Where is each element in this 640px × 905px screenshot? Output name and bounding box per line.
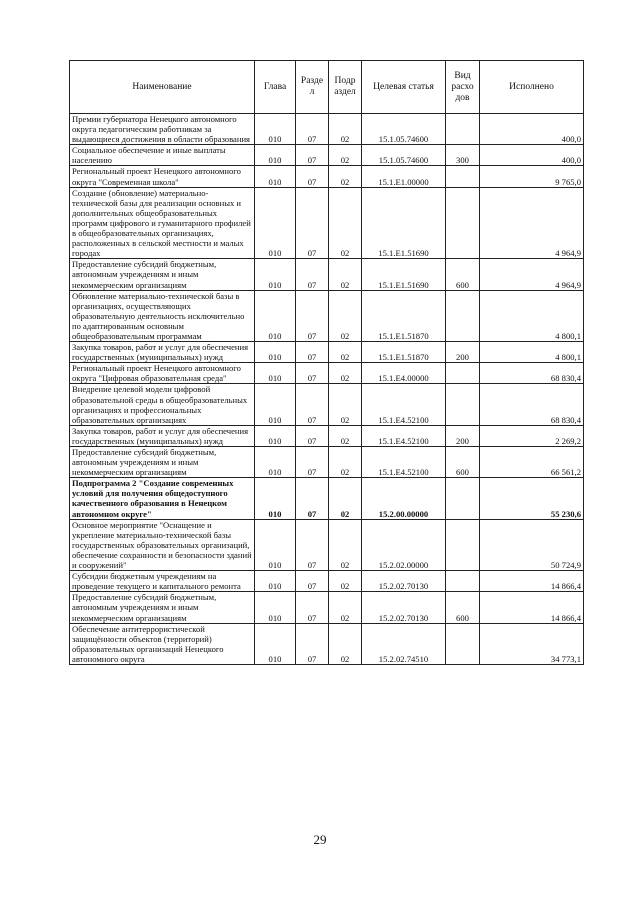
cell-target: 15.2.02.70130: [362, 592, 446, 623]
cell-vid: 600: [446, 592, 480, 623]
cell-done: 400,0: [480, 114, 584, 145]
cell-name: Субсидии бюджетным учреждениям на проведение текущего и капитального ремонта: [70, 571, 255, 592]
cell-glava: 010: [255, 425, 296, 446]
cell-target: 15.1.E4.00000: [362, 363, 446, 384]
header-name: Наименование: [70, 61, 255, 114]
table-row: [70, 290, 584, 341]
cell-razdel: 07: [296, 571, 329, 592]
header-razdel: Разде л: [296, 61, 329, 114]
cell-razdel: 07: [296, 259, 329, 290]
cell-target: 15.1.E4.52100: [362, 384, 446, 425]
cell-razdel: 07: [296, 290, 329, 341]
cell-target: 15.1.E1.51870: [362, 290, 446, 341]
cell-glava: 010: [255, 145, 296, 166]
cell-vid: [446, 166, 480, 187]
cell-glava: 010: [255, 166, 296, 187]
cell-podrazdel: 02: [329, 478, 362, 519]
cell-done: 68 830,4: [480, 384, 584, 425]
cell-razdel: 07: [296, 384, 329, 425]
cell-done: 4 964,9: [480, 187, 584, 259]
cell-vid: 600: [446, 447, 480, 478]
header-target: Целевая статья: [362, 61, 446, 114]
cell-done: 34 773,1: [480, 623, 584, 664]
cell-vid: [446, 571, 480, 592]
cell-done: 400,0: [480, 145, 584, 166]
cell-glava: 010: [255, 478, 296, 519]
cell-name: Социальное обеспечение и иные выплаты населению: [70, 145, 255, 166]
table-row: [70, 145, 584, 166]
page-number: 29: [313, 832, 327, 847]
cell-podrazdel: 02: [329, 571, 362, 592]
cell-vid: 200: [446, 342, 480, 363]
cell-glava: 010: [255, 447, 296, 478]
header-done: Исполнено: [480, 61, 584, 114]
cell-name: Закупка товаров, работ и услуг для обеспечения государственных (муниципальных) нужд: [70, 342, 255, 363]
header-vid: Вид расхо дов: [446, 61, 480, 114]
cell-target: 15.1.E1.51690: [362, 259, 446, 290]
cell-glava: 010: [255, 259, 296, 290]
cell-vid: [446, 363, 480, 384]
cell-vid: [446, 187, 480, 259]
table-row: [70, 623, 584, 664]
cell-target: 15.2.02.00000: [362, 519, 446, 570]
cell-glava: 010: [255, 571, 296, 592]
cell-razdel: 07: [296, 145, 329, 166]
cell-vid: 600: [446, 259, 480, 290]
cell-glava: 010: [255, 623, 296, 664]
cell-vid: [446, 290, 480, 341]
cell-name: Обеспечение антитеррористической защищённости объектов (территорий) образовательных организаций Ненецкого автономного округа: [70, 623, 255, 664]
cell-name: Подпрограмма 2 "Создание современных условий для получения общедоступного качественного образования в Ненецком автономном округе": [70, 478, 255, 519]
cell-name: Региональный проект Ненецкого автономного округа "Современная школа": [70, 166, 255, 187]
cell-razdel: 07: [296, 187, 329, 259]
cell-target: 15.1.E1.51870: [362, 342, 446, 363]
cell-name: Создание (обновление) материально-технической базы для реализации основных и дополнительных общеобразовательных программ цифрового и гуманитарного профилей в общеобразовательных организациях, расположенных в сельской местности и малых городах: [70, 187, 255, 259]
table-row: [70, 363, 584, 384]
cell-vid: 200: [446, 425, 480, 446]
cell-podrazdel: 02: [329, 592, 362, 623]
table-row: [70, 592, 584, 623]
cell-glava: 010: [255, 342, 296, 363]
cell-target: 15.2.02.70130: [362, 571, 446, 592]
cell-podrazdel: 02: [329, 166, 362, 187]
cell-name: Внедрение целевой модели цифровой образовательной среды в общеобразовательных организациях и профессиональных образовательных организациях: [70, 384, 255, 425]
table-row: [70, 447, 584, 478]
cell-razdel: 07: [296, 114, 329, 145]
cell-target: 15.1.E4.52100: [362, 447, 446, 478]
cell-razdel: 07: [296, 623, 329, 664]
cell-razdel: 07: [296, 447, 329, 478]
budget-table: [69, 60, 584, 665]
cell-glava: 010: [255, 592, 296, 623]
cell-podrazdel: 02: [329, 145, 362, 166]
cell-done: 66 561,2: [480, 447, 584, 478]
cell-target: 15.2.00.00000: [362, 478, 446, 519]
cell-podrazdel: 02: [329, 114, 362, 145]
cell-vid: [446, 114, 480, 145]
cell-glava: 010: [255, 114, 296, 145]
cell-podrazdel: 02: [329, 384, 362, 425]
cell-podrazdel: 02: [329, 447, 362, 478]
cell-podrazdel: 02: [329, 425, 362, 446]
cell-podrazdel: 02: [329, 363, 362, 384]
table-row: [70, 114, 584, 145]
cell-razdel: 07: [296, 166, 329, 187]
cell-vid: [446, 478, 480, 519]
cell-podrazdel: 02: [329, 623, 362, 664]
cell-vid: 300: [446, 145, 480, 166]
table-row: [70, 478, 584, 519]
cell-target: 15.1.E4.52100: [362, 425, 446, 446]
table-row: [70, 519, 584, 570]
cell-done: 55 230,6: [480, 478, 584, 519]
cell-podrazdel: 02: [329, 259, 362, 290]
cell-target: 15.1.05.74600: [362, 114, 446, 145]
table-row: [70, 166, 584, 187]
cell-vid: [446, 623, 480, 664]
cell-glava: 010: [255, 363, 296, 384]
cell-done: 4 800,1: [480, 342, 584, 363]
cell-name: Региональный проект Ненецкого автономного округа "Цифровая образовательная среда": [70, 363, 255, 384]
cell-target: 15.1.E1.51690: [362, 187, 446, 259]
cell-done: 4 800,1: [480, 290, 584, 341]
cell-podrazdel: 02: [329, 187, 362, 259]
cell-razdel: 07: [296, 592, 329, 623]
cell-razdel: 07: [296, 363, 329, 384]
header-row: [70, 61, 584, 114]
cell-done: 50 724,9: [480, 519, 584, 570]
cell-name: Премии губернатора Ненецкого автономного округа педагогическим работникам за выдающиеся достижения в области образования: [70, 114, 255, 145]
cell-razdel: 07: [296, 425, 329, 446]
cell-vid: [446, 519, 480, 570]
cell-podrazdel: 02: [329, 519, 362, 570]
cell-glava: 010: [255, 290, 296, 341]
cell-name: Предоставление субсидий бюджетным, автономным учреждениям и иным некоммерческим организациям: [70, 259, 255, 290]
cell-podrazdel: 02: [329, 290, 362, 341]
cell-name: Закупка товаров, работ и услуг для обеспечения государственных (муниципальных) нужд: [70, 425, 255, 446]
cell-target: 15.1.05.74600: [362, 145, 446, 166]
cell-vid: [446, 384, 480, 425]
table-row: [70, 259, 584, 290]
table-row: [70, 571, 584, 592]
cell-name: Предоставление субсидий бюджетным, автономным учреждениям и иным некоммерческим организациям: [70, 592, 255, 623]
cell-razdel: 07: [296, 519, 329, 570]
cell-name: Обновление материально-технической базы в организациях, осуществляющих образовательную деятельность исключительно по адаптированным основным общеобразовательным программам: [70, 290, 255, 341]
cell-razdel: 07: [296, 342, 329, 363]
cell-done: 68 830,4: [480, 363, 584, 384]
cell-done: 2 269,2: [480, 425, 584, 446]
cell-done: 9 765,0: [480, 166, 584, 187]
header-glava: Глава: [255, 61, 296, 114]
cell-glava: 010: [255, 187, 296, 259]
cell-done: 14 866,4: [480, 592, 584, 623]
cell-target: 15.2.02.74510: [362, 623, 446, 664]
cell-glava: 010: [255, 519, 296, 570]
table-row: [70, 187, 584, 259]
cell-done: 4 964,9: [480, 259, 584, 290]
cell-target: 15.1.E1.00000: [362, 166, 446, 187]
cell-name: Предоставление субсидий бюджетным, автономным учреждениям и иным некоммерческим организациям: [70, 447, 255, 478]
cell-done: 14 866,4: [480, 571, 584, 592]
table-row: [70, 342, 584, 363]
table-row: [70, 384, 584, 425]
cell-glava: 010: [255, 384, 296, 425]
cell-name: Основное мероприятие "Оснащение и укрепление материально-технической базы государственных образовательных организаций, обеспечение сохранности и безопасности зданий и сооружений": [70, 519, 255, 570]
table-row: [70, 425, 584, 446]
header-podrazdel: Подр аздел: [329, 61, 362, 114]
cell-podrazdel: 02: [329, 342, 362, 363]
cell-razdel: 07: [296, 478, 329, 519]
